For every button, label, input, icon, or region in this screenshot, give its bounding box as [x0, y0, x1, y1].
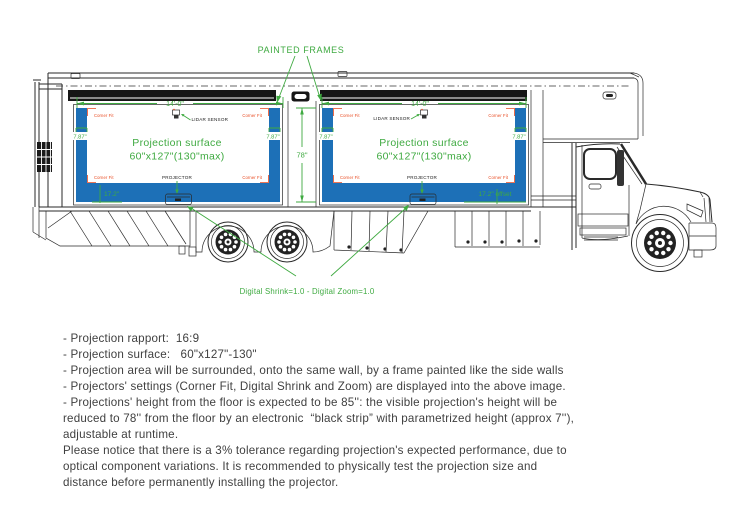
note-line: reduced to 78'' from the floor by an electronic “black strip” with parametrized height (approx 7''),: [63, 412, 575, 425]
frame-width-dim: 7.87": [266, 134, 280, 141]
height-dim-label: 78": [296, 150, 308, 160]
specification-notes: [63, 331, 703, 491]
note-line: optical component variations. It is recommended to physically test the projection size and: [63, 460, 538, 473]
left-bay-top-bar: [68, 90, 276, 101]
corner-fit-label: Corner Fit: [488, 175, 508, 180]
panel-left: [71, 97, 283, 205]
corner-fit-label: Corner Fit: [94, 113, 114, 118]
panel-right: [317, 97, 529, 205]
corner-fit-label: Corner Fit: [94, 175, 114, 180]
frame-width-dim: 7.87": [512, 134, 526, 141]
projection-surface-size: 60"x127"(130"max): [376, 150, 472, 163]
projector-label: PROJECTOR: [161, 175, 193, 180]
rear-wheels: [208, 222, 307, 262]
note-line: distance before permanently installing the projector.: [63, 476, 339, 489]
note-line: - Projection surface: 60"x127"-130": [63, 348, 257, 361]
lidar-sensor-label: LIDAR SENSOR: [191, 117, 229, 122]
bottom-offset-dim: 17.2": [104, 191, 120, 198]
projection-surface-title: Projection surface: [379, 137, 469, 149]
note-line: adjustable at runtime.: [63, 428, 179, 441]
projector-label: PROJECTOR: [406, 175, 438, 180]
painted-frames-label: PAINTED FRAMES: [257, 45, 345, 55]
corner-fit-label: Corner Fit: [488, 113, 508, 118]
note-line: Please notice that there is a 3% tolerance regarding projection's expected performance, due to: [63, 444, 567, 457]
corner-fit-label: Corner Fit: [340, 113, 360, 118]
projection-surface-size: 60"x127"(130"max): [129, 150, 225, 163]
digital-settings-label: Digital Shrink=1.0 - Digital Zoom=1.0: [239, 287, 375, 296]
cab-line-art: [572, 143, 716, 257]
frame-width-dim: 7.87": [319, 134, 333, 141]
corner-fit-label: Corner Fit: [242, 113, 262, 118]
width-dim-label: 14'-0": [411, 101, 429, 108]
height-dimension: [296, 108, 316, 202]
note-line: - Projectors' settings (Corner Fit, Digital Shrink and Zoom) are displayed into the above image.: [63, 380, 566, 393]
corner-fit-label: Corner Fit: [242, 175, 262, 180]
note-line: - Projection rapport: 16:9: [63, 332, 200, 345]
width-dim-label: 14'-0": [166, 101, 184, 108]
lidar-sensor-label: LIDAR SENSOR: [373, 116, 410, 121]
bottom-offset-dim: 17.2" offset: [478, 191, 512, 198]
projection-surface-title: Projection surface: [132, 137, 222, 149]
right-bay-top-bar: [320, 90, 527, 101]
frame-width-dim: 7.87": [73, 134, 87, 141]
note-line: - Projection area will be surrounded, onto the same wall, by a frame painted like the side walls: [63, 364, 564, 377]
corner-fit-label: Corner Fit: [340, 175, 360, 180]
front-wheel: [632, 215, 689, 272]
note-line: - Projections' height from the floor is expected to be 85'': the visible projection's height will be: [63, 396, 558, 409]
